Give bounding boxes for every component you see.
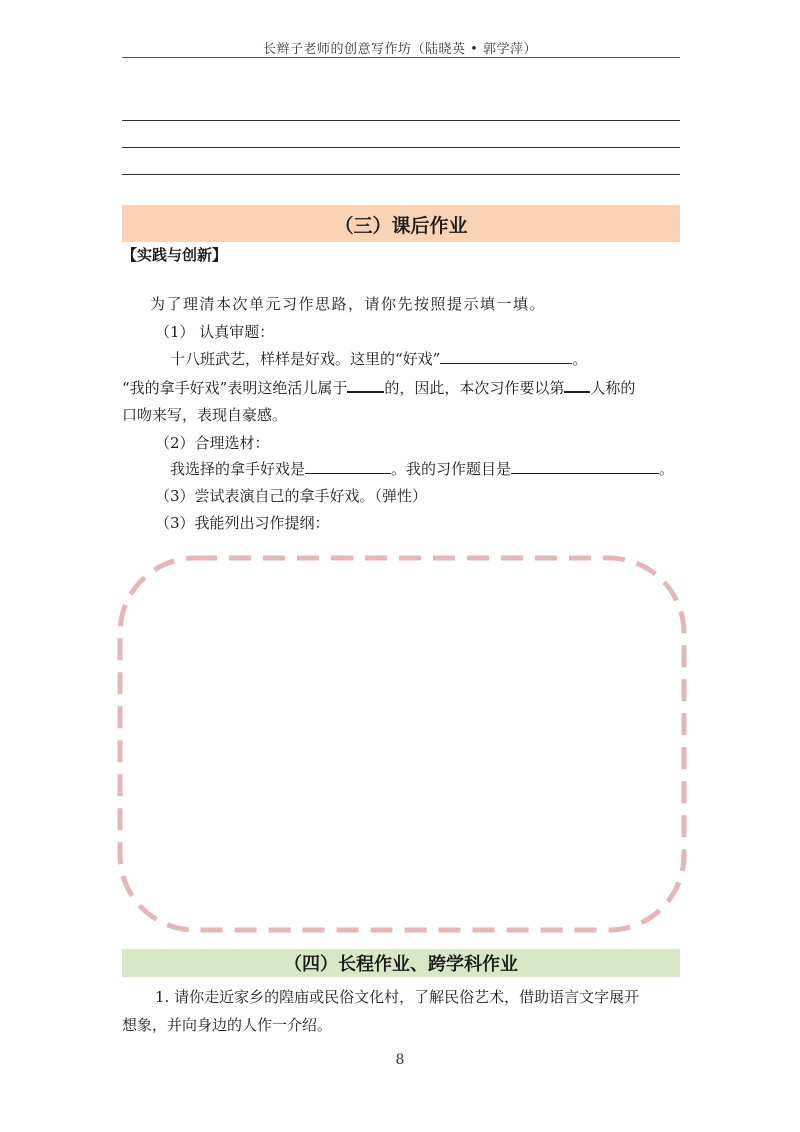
item-1-line-1-text: 十八班武艺，样样是好戏。这里的“好戏” bbox=[170, 350, 441, 368]
practice-subheading: 【实践与创新】 bbox=[122, 246, 228, 264]
task-1-line-2: 想象，并向身边的人作一介绍。 bbox=[122, 1016, 333, 1034]
writing-line[interactable] bbox=[122, 174, 680, 175]
writing-line[interactable] bbox=[122, 120, 680, 121]
item-3-perform: （3）尝试表演自己的拿手好戏。（弹性） bbox=[155, 487, 428, 505]
page-number: 8 bbox=[395, 1052, 405, 1068]
item-2-line bbox=[170, 458, 674, 479]
writing-line[interactable] bbox=[122, 147, 680, 148]
section-4-title: （四）长程作业、跨学科作业 bbox=[122, 949, 680, 977]
item-1-line-2-text-a: “我的拿手好戏”表明这绝活儿属于 bbox=[122, 379, 348, 397]
item-3-outline: （3）我能列出习作提纲： bbox=[155, 514, 330, 532]
item-2-text-a: 我选择的拿手好戏是 bbox=[170, 460, 306, 478]
header-divider bbox=[122, 57, 680, 58]
answer-blank-person[interactable] bbox=[564, 377, 590, 393]
item-2-text-b: 。我的习作题目是 bbox=[391, 460, 512, 478]
item-1-line-1 bbox=[170, 348, 587, 369]
outline-writing-box[interactable] bbox=[110, 548, 695, 940]
answer-blank-skill[interactable] bbox=[305, 459, 391, 474]
item-1-label: （1） 认真审题： bbox=[155, 323, 275, 341]
item-1-line-1-end: 。 bbox=[572, 350, 588, 368]
dashed-border bbox=[120, 558, 684, 930]
item-2-label: （2）合理选材： bbox=[155, 434, 270, 452]
answer-blank-haoxi[interactable] bbox=[440, 349, 572, 364]
page-header-title: 长辫子老师的创意写作坊（陆晓英 • 郭学萍） bbox=[263, 42, 537, 57]
item-2-text-end: 。 bbox=[659, 460, 675, 478]
item-1-line-2 bbox=[122, 377, 635, 398]
item-1-line-2-text-b: 的，因此，本次习作要以第 bbox=[384, 379, 565, 397]
item-1-line-2-text-c: 人称的 bbox=[590, 379, 636, 397]
answer-blank-title[interactable] bbox=[511, 459, 659, 474]
item-1-line-3: 口吻来写，表现自豪感。 bbox=[122, 406, 288, 424]
task-1-line-1: 1. 请你走近家乡的隍庙或民俗文化村，了解民俗艺术，借助语言文字展开 bbox=[155, 988, 640, 1006]
section-3-title: （三）课后作业 bbox=[122, 205, 680, 242]
instructions-text: 为了理清本次单元习作思路，请你先按照提示填一填。 bbox=[150, 295, 547, 313]
answer-blank-owner[interactable] bbox=[347, 377, 384, 393]
